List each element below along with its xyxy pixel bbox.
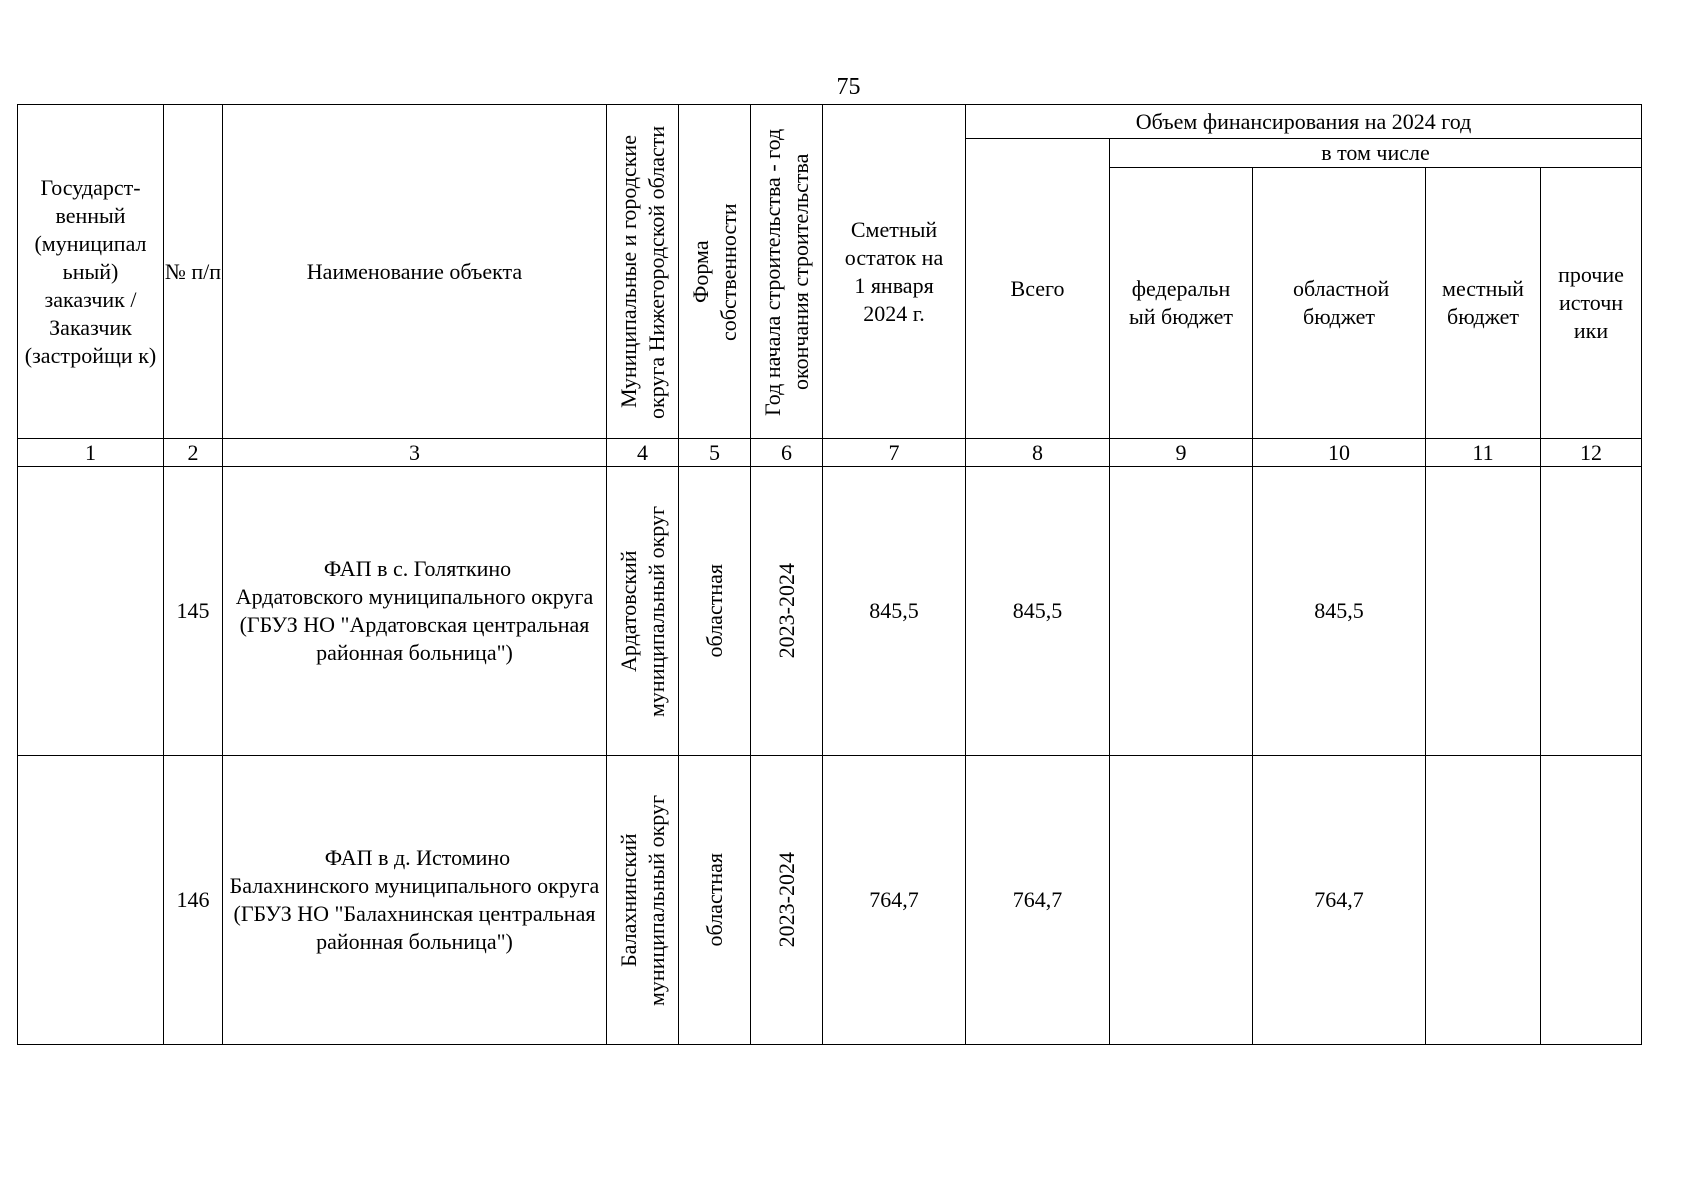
header-local: местный бюджет (1426, 168, 1541, 439)
header-district-text: Муниципальные и городские округа Нижегородской области (615, 124, 669, 419)
cell-federal (1110, 756, 1253, 1045)
table-row (18, 756, 1642, 1045)
cell-estimate-balance: 764,7 (823, 756, 966, 1045)
header-funding-volume: Объем финансирования на 2024 год (966, 105, 1642, 139)
column-number-row (18, 439, 1642, 467)
header-ownership (679, 105, 751, 439)
cell-years (751, 756, 823, 1045)
cell-district (607, 467, 679, 756)
cell-number: 146 (164, 756, 223, 1045)
header-number: № п/п (164, 105, 223, 439)
cell-number: 145 (164, 467, 223, 756)
cell-local (1426, 467, 1541, 756)
header-including: в том числе (1110, 139, 1642, 168)
column-number: 2 (164, 439, 223, 467)
cell-years (751, 467, 823, 756)
cell-other (1541, 467, 1642, 756)
cell-regional: 845,5 (1253, 467, 1426, 756)
header-estimate-balance: Сметный остаток на 1 января 2024 г. (823, 105, 966, 439)
cell-ownership (679, 467, 751, 756)
column-number: 5 (679, 439, 751, 467)
cell-district-text: Ардатовский муниципальный округ (615, 505, 669, 717)
table-row (18, 467, 1642, 756)
column-number: 10 (1253, 439, 1426, 467)
cell-object-name (223, 467, 607, 756)
cell-total: 845,5 (966, 467, 1110, 756)
column-number: 3 (223, 439, 607, 467)
object-name-details: Балахнинского муниципального округа (ГБУЗ НО "Балахнинская центральная районная больница") (229, 873, 600, 954)
column-number: 1 (18, 439, 164, 467)
header-years-text: Год начала строительства - год окончания строительства (759, 127, 813, 416)
cell-customer (18, 756, 164, 1045)
column-number: 7 (823, 439, 966, 467)
cell-total: 764,7 (966, 756, 1110, 1045)
object-name-title: ФАП в д. Истомино (324, 845, 511, 870)
header-object-name: Наименование объекта (223, 105, 607, 439)
cell-years-text: 2023-2024 (773, 563, 799, 659)
cell-customer (18, 467, 164, 756)
header-row-1 (18, 105, 1642, 139)
header-district (607, 105, 679, 439)
header-ownership-text: Форма собственности (687, 202, 741, 341)
object-name-details: Ардатовского муниципального округа (ГБУЗ НО "Ардатовская центральная районная больница") (235, 584, 594, 665)
cell-regional: 764,7 (1253, 756, 1426, 1045)
cell-years-text: 2023-2024 (773, 852, 799, 948)
cell-other (1541, 756, 1642, 1045)
header-federal: федеральн ый бюджет (1110, 168, 1253, 439)
header-other: прочие источн ики (1541, 168, 1642, 439)
cell-estimate-balance: 845,5 (823, 467, 966, 756)
cell-ownership (679, 756, 751, 1045)
column-number: 12 (1541, 439, 1642, 467)
column-number: 9 (1110, 439, 1253, 467)
header-total: Всего (966, 139, 1110, 439)
cell-federal (1110, 467, 1253, 756)
header-years (751, 105, 823, 439)
header-regional: областной бюджет (1253, 168, 1426, 439)
column-number: 4 (607, 439, 679, 467)
header-customer: Государст-венный (муниципал ьный) заказчик / Заказчик (застройщи к) (18, 105, 164, 439)
column-number: 6 (751, 439, 823, 467)
cell-local (1426, 756, 1541, 1045)
column-number: 8 (966, 439, 1110, 467)
cell-ownership-text: областная (701, 564, 727, 658)
cell-object-name (223, 756, 607, 1045)
object-name-title: ФАП в с. Голяткино (323, 556, 512, 581)
cell-district (607, 756, 679, 1045)
page-number: 75 (836, 74, 861, 100)
column-number: 11 (1426, 439, 1541, 467)
cell-ownership-text: областная (701, 853, 727, 947)
financing-table (17, 104, 1642, 1045)
cell-district-text: Балахнинский муниципальный округ (615, 794, 669, 1006)
